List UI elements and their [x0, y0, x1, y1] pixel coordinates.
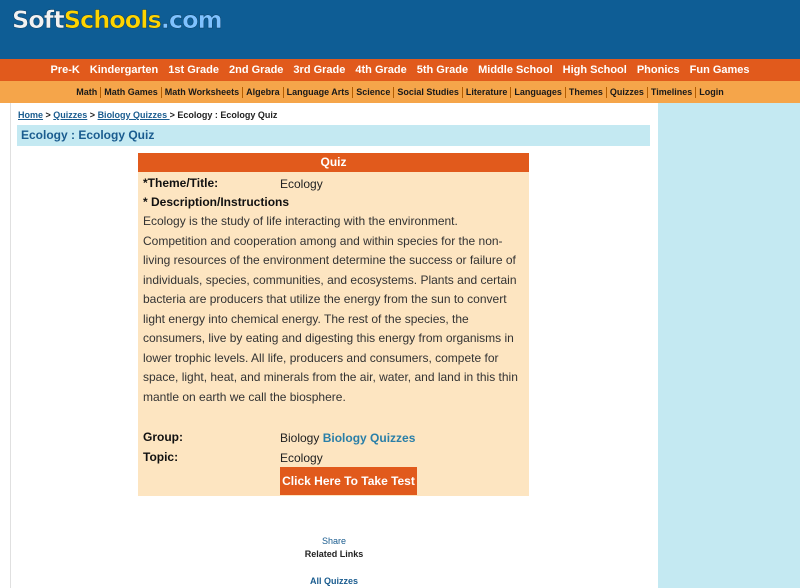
group-label: Group: [143, 430, 183, 444]
page-title-bar [17, 125, 650, 146]
related-links-heading: Related Links [304, 549, 364, 559]
breadcrumb-quizzes[interactable]: Quizzes [53, 110, 88, 120]
quiz-header: Quiz [138, 153, 529, 172]
nav-algebra[interactable]: Algebra [243, 87, 284, 98]
nav-fun-games[interactable]: Fun Games [689, 64, 750, 76]
nav-kindergarten[interactable]: Kindergarten [89, 64, 159, 76]
logo-text-soft: Soft [12, 6, 64, 34]
nav-middle-school[interactable]: Middle School [478, 64, 553, 76]
all-quizzes-link[interactable]: All Quizzes [309, 576, 358, 586]
subject-nav [0, 81, 800, 103]
take-test-button[interactable]: Click Here To Take Test [280, 467, 417, 495]
content-divider [10, 103, 11, 588]
quiz-panel [138, 153, 529, 496]
nav-5th-grade[interactable]: 5th Grade [416, 64, 469, 76]
share-link[interactable]: Share [321, 536, 347, 546]
quiz-description: Ecology is the study of life interacting with the environment. Competition and cooperation among and within species for the non-living resources of the environment determine the success or failure of individuals, species, communities, and ecosystems. Plants and certain bacteria are producers that utilize the energy from the sun to convert light energy into chemical energy. The rest of the species, the consumers, live by eating and digesting this energy from organisms in lower trophic levels. All life, producers and consumers, compete for space, light, heat, and minerals from the air, water, and land in this thin mantle on earth we call the biosphere. [143, 214, 518, 404]
nav-literature[interactable]: Literature [463, 87, 512, 98]
biology-quizzes-link[interactable]: Biology Quizzes [322, 431, 416, 445]
share-row [0, 536, 668, 546]
breadcrumb [18, 110, 277, 120]
group-name: Biology [280, 431, 320, 445]
grade-nav [0, 59, 800, 81]
site-logo[interactable] [12, 6, 222, 36]
breadcrumb-separator: > [87, 110, 98, 120]
right-sidebar [658, 103, 800, 588]
nav-3rd-grade[interactable]: 3rd Grade [293, 64, 346, 76]
breadcrumb-home[interactable]: Home [18, 110, 44, 120]
page-title: Ecology : Ecology Quiz [21, 128, 155, 142]
nav-science[interactable]: Science [353, 87, 394, 98]
nav-quizzes[interactable]: Quizzes [607, 87, 648, 98]
breadcrumb-separator: > [169, 110, 178, 120]
nav-language-arts[interactable]: Language Arts [284, 87, 354, 98]
theme-value: Ecology [280, 177, 323, 191]
topic-label: Topic: [143, 450, 179, 464]
nav-languages[interactable]: Languages [511, 87, 566, 98]
breadcrumb-biology-quizzes[interactable]: Biology Quizzes [97, 110, 170, 120]
nav-login[interactable]: Login [699, 86, 724, 97]
topic-value: Ecology [280, 451, 323, 465]
site-header [0, 0, 800, 59]
all-quizzes-row [0, 576, 668, 586]
nav-themes[interactable]: Themes [566, 87, 607, 98]
nav-math-games[interactable]: Math Games [101, 87, 162, 98]
nav-timelines[interactable]: Timelines [648, 87, 696, 98]
group-value [280, 431, 415, 445]
nav-2nd-grade[interactable]: 2nd Grade [229, 64, 284, 76]
nav-1st-grade[interactable]: 1st Grade [168, 64, 220, 76]
nav-4th-grade[interactable]: 4th Grade [355, 64, 407, 76]
theme-label: *Theme/Title: [143, 176, 219, 190]
nav-prek[interactable]: Pre-K [50, 64, 80, 76]
logo-text-schools: Schools [63, 6, 161, 34]
nav-high-school[interactable]: High School [562, 64, 627, 76]
breadcrumb-current: Ecology : Ecology Quiz [177, 110, 278, 120]
description-label: * Description/Instructions [143, 195, 290, 209]
nav-social-studies[interactable]: Social Studies [394, 87, 463, 98]
nav-math-worksheets[interactable]: Math Worksheets [162, 87, 243, 98]
nav-math[interactable]: Math [73, 87, 101, 98]
breadcrumb-separator: > [43, 110, 54, 120]
nav-phonics[interactable]: Phonics [636, 64, 680, 76]
logo-text-domain: .com [160, 6, 222, 34]
